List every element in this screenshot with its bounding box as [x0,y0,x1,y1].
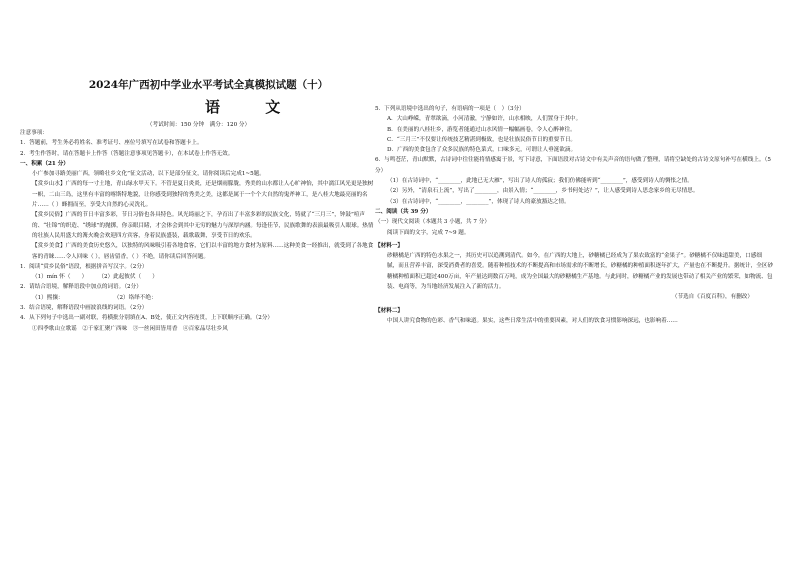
section-2-heading: 二、阅读（共 39 分） [375,208,432,215]
question-5-option-a: A．大山峥嵘，青翠欲滴，小河清澈，宁静如许，山水相映，人们置身于其中。 [387,116,582,123]
question-3: 3．结合语境，解释语段中画波浪线的词语。（2分） [20,305,148,312]
subject-heading: 语 文 [205,98,301,116]
question-5: 5．下列从语境中选出的句子，有语病的一项是（ ）（3分） [375,106,525,112]
question-5-option-d: D．广西的美食包含了众多民族的特色菜式，口味多元，可谓让人垂涎欲滴。 [387,147,577,154]
paragraph-food: 【赏乡美食】广西的美食历史悠久，以独特的风味吸引着各地食客，它们以丰富的地方食材为原料……这种美食一经推出，就受到了各地食客的青睐……令人回味（ ），唇齿留香，（ ）不绝，请你读后回答问题。 [32,243,374,260]
paragraph-customs: 【赏乡民俗】广西的节日丰富多彩，节日习俗也各具特色。风光绮丽之下，孕育出了丰富多彩的民族文化，铸就了“三月三”，钟鼓”喧声的、“壮锦”的织造、“绣球”的抛掷，你亲眼目睹，才会体会到其中无穷的魅力与深厚内涵。每逢佳节，民族歌舞的表演最吸引人眼球。热情的壮族人民用盛大的篝火晚会欢迎四方宾客，身着民族盛装，载歌载舞，享受节日的欢乐。 [32,212,374,239]
exam-meta: （考试时间：150 分钟 满分：120 分） [146,122,251,128]
material-1-title: 【材料一】 [375,242,403,249]
question-6: 6．与鸣苍茫，青山默默，古诗词中往往能将情感寓于景，写下诗意，下面语段对古诗文中有关声音的语句做了整理，请将空缺处的古诗文原句补写在横线上。（5分） [375,157,771,174]
question-6-item-1: （1）在古诗词中，“________，此地已无大雁”，写出了诗人的孤寂；我们仿佛能听到“________”，感受到诗人的惆怅之情。 [387,178,693,185]
material-2-title: 【材料二】 [375,307,403,314]
question-4: 4．从下列句子中选出一副对联，将横批分别填在A、B处，使正文内容连贯，上下联顺序正确。（2分） [20,315,274,322]
intro-text: 小广参加寻路美丽广西，领略壮乡文化”征文活动，以下是部分征文，请你阅读后完成1~5题。 [32,171,265,178]
material-1-text: 砂糖橘是广西的特色水果之一，其历史可以追溯到清代。如今，在广西的大地上，砂糖橘已经成为了果农致富的“金果子”。砂糖橘不仅味道甜美，口感细腻，而且营养丰富，深受消费者的喜爱。随着种植技术的不断提高和市场需求的不断增长，砂糖橘的种植面积逐年扩大，产量也在不断提升。据统计，全区砂糖橘种植面积已超过400万亩，年产量达到数百万吨，成为全国最大的砂糖橘生产基地。与此同时，砂糖橘产业的发展也带动了相关产业的繁荣，如物流、包装、电商等，为当地经济发展注入了新的活力。 [387,253,773,291]
exam-title: 2024年广西初中学业水平考试全真模拟试题（十） [88,79,329,91]
note-2: 2．考生作答时，请在答题卡上作答（答题注意事项见答题卡），在本试卷上作答无效。 [20,150,234,157]
paragraph-scenery: 【赏乡山水】广西的每一寸土地，青山绿水甲天下。不管是夏日炎炎，还是烟雨朦胧，秀美的山水都让人心旷神怡，其中漓江风光更是独树一帜，二山三岛，这里有丰富的喀斯特地貌，让你感受到独特的秀美之美，这都是属于一个个大自然的鬼斧神工，是八桂大地最亮丽的名片……（ ）蜂拥而至，享受大自然的心灵洗礼。 [32,181,374,209]
question-4-options: ①四季歌山立歌谣 ②千家汇聚广西味 ③一丝闲田皆用香 ④百家品尽壮乡风 [32,325,228,332]
question-5-option-b: B．在美丽的八桂壮乡，游览者能通过山水风情一幅幅画卷，令人心醉神往。 [387,126,576,133]
notes-title: 注意事项： [20,130,48,136]
section-1-heading: 一、积累（21 分） [20,160,69,167]
note-1: 1．答题前，考生务必将姓名、准考证号、座位号填写在试卷和答题卡上。 [20,140,203,147]
question-6-item-2: （2）另外，“清泉石上流”，写出了________，由景入情；“________，乡书何处达？”，让人感受到诗人思念家乡的无尽情思。 [387,188,699,195]
left-column [20,128,377,334]
material-2-text: 中国人讲究食物的色彩、香气和味道。果实，这些日常生活中的重要因素，对人们的饮食习惯影响深远，也影响着…… [387,317,678,324]
material-1-source: （节选自《百度百科》，有删改） [671,294,753,301]
question-6-item-3: （3）在古诗词中，“________，________”，体现了诗人的豪放豁达之情。 [387,198,570,205]
reading-instruction: 阅读下面的文字，完成 7~9 题。 [387,229,470,236]
question-5-option-c: C．“三月三”不仅要让传统技艺精湛到极致，也是壮族民俗节日的重要节日。 [387,136,577,143]
subsection-heading: （一）现代文阅读（本题共 3 小题，共 7 分） [375,219,490,226]
question-2: 2．请结合语境，解释语段中加点的词语。（2分） [20,284,142,291]
question-1: 1．阅读“赏乡民俗”语段，根据拼音写汉字。（2分） [20,263,148,270]
question-2-items: （1）熙攘： （2）络绎不绝： [32,294,157,301]
right-column [375,104,773,326]
question-1-items: （1）mín 怀（ ） （2）此起彼伏（ ） [32,274,158,281]
